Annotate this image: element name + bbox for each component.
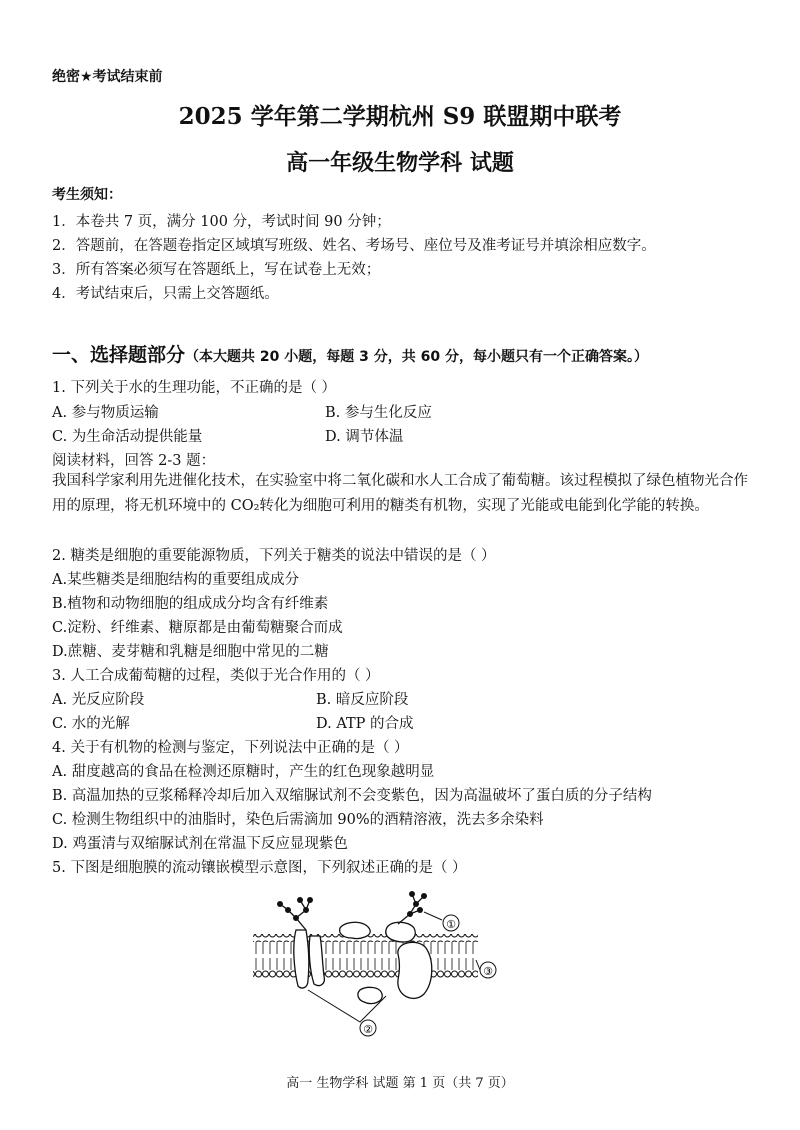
label-2-text: ② xyxy=(363,1023,373,1036)
section-title: 一、选择题部分 xyxy=(52,344,186,366)
label-1-text: ① xyxy=(446,918,456,931)
instruction-item: 2．答题前，在答题卷指定区域填写班级、姓名、考场号、座位号及准考证号并填涂相应数字。 xyxy=(52,238,656,254)
question-4-stem: 4. 关于有机物的检测与鉴定，下列说法中正确的是（ ） xyxy=(52,740,409,756)
cell-membrane-diagram xyxy=(248,890,518,1050)
question-2-option-c: C.淀粉、纤维素、糖原都是由葡萄糖聚合而成 xyxy=(52,620,343,636)
label-2 xyxy=(360,1020,376,1036)
question-2-stem: 2. 糖类是细胞的重要能源物质，下列关于糖类的说法中错误的是（ ） xyxy=(52,548,496,564)
question-3-option-d: D. ATP 的合成 xyxy=(316,716,414,732)
instruction-item: 3．所有答案必须写在答题纸上，写在试卷上无效； xyxy=(52,262,381,278)
question-1-option-c: C. 为生命活动提供能量 xyxy=(52,429,203,445)
label-1 xyxy=(443,915,459,931)
reading-passage: 我国科学家利用先进催化技术，在实验室中将二氧化碳和水人工合成了葡萄糖。该过程模拟了绿色植物光合作用的原理，将无机环境中的 CO₂转化为细胞可利用的糖类有机物，实现了光能或电能到化学能的转换。 xyxy=(52,473,748,514)
question-2-option-a: A.某些糖类是细胞结构的重要组成成分 xyxy=(52,572,300,588)
question-3-option-c: C. 水的光解 xyxy=(52,716,130,732)
reading-intro: 阅读材料，回答 2-3 题： xyxy=(52,453,216,469)
question-1-stem: 1. 下列关于水的生理功能，不正确的是（ ） xyxy=(52,380,337,396)
glycan-dots xyxy=(277,891,427,921)
confidential-mark: 绝密★考试结束前 xyxy=(52,69,163,85)
exam-title: 2025 学年第二学期杭州 S9 联盟期中联考 xyxy=(178,103,622,130)
question-3-stem: 3. 人工合成葡萄糖的过程，类似于光合作用的（ ） xyxy=(52,668,380,684)
page-footer: 高一 生物学科 试题 第 1 页（共 7 页） xyxy=(286,1076,514,1091)
label-3-text: ③ xyxy=(483,965,493,978)
question-1-option-b: B. 参与生化反应 xyxy=(325,405,432,421)
question-4-option-a: A. 甜度越高的食品在检测还原糖时，产生的红色现象越明显 xyxy=(52,764,435,780)
instruction-item: 1．本卷共 7 页，满分 100 分，考试时间 90 分钟； xyxy=(52,214,391,230)
phospholipid-bilayer xyxy=(253,934,478,978)
question-4-option-b: B. 高温加热的豆浆稀释冷却后加入双缩脲试剂不会变紫色，因为高温破坏了蛋白质的分子结构 xyxy=(52,788,652,804)
question-4-option-d: D. 鸡蛋清与双缩脲试剂在常温下反应显现紫色 xyxy=(52,836,348,852)
question-4-option-c: C. 检测生物组织中的油脂时，染色后需滴加 90%的酒精溶液，洗去多余染料 xyxy=(52,812,544,828)
section-description: （本大题共 20 小题，每题 3 分，共 60 分，每小题只有一个正确答案。） xyxy=(185,349,648,365)
question-3-option-a: A. 光反应阶段 xyxy=(52,692,145,708)
question-3-option-b: B. 暗反应阶段 xyxy=(316,692,409,708)
question-1-option-d: D. 调节体温 xyxy=(325,429,404,445)
question-2-option-b: B.植物和动物细胞的组成成分均含有纤维素 xyxy=(52,596,329,612)
instructions-label: 考生须知： xyxy=(52,187,122,203)
instruction-item: 4．考试结束后，只需上交答题纸。 xyxy=(52,286,279,302)
question-5-stem: 5. 下图是细胞膜的流动镶嵌模型示意图，下列叙述正确的是（ ） xyxy=(52,860,467,876)
exam-subtitle: 高一年级生物学科 试题 xyxy=(286,150,514,176)
label-3 xyxy=(480,962,496,978)
section-heading xyxy=(52,340,648,367)
question-1-option-a: A. 参与物质运输 xyxy=(52,405,159,421)
question-2-option-d: D.蔗糖、麦芽糖和乳糖是细胞中常见的二糖 xyxy=(52,644,329,660)
